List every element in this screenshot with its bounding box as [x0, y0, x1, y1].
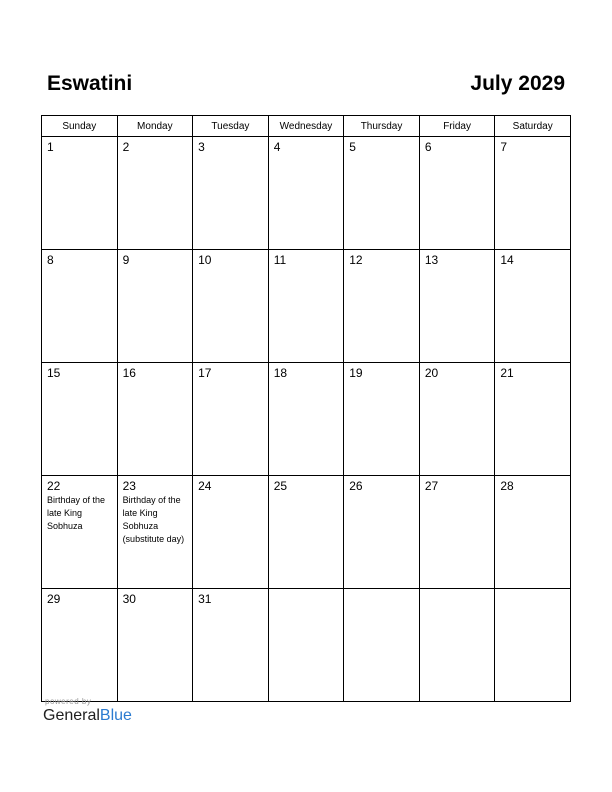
weekday-header: Friday	[419, 116, 495, 137]
day-cell	[42, 137, 118, 250]
day-number: 31	[198, 592, 212, 606]
day-number: 23	[122, 479, 136, 493]
day-number: 18	[273, 366, 288, 380]
day-number: 19	[349, 366, 363, 380]
day-number: 25	[273, 479, 288, 493]
day-number: 4	[273, 140, 281, 154]
day-cell	[344, 589, 420, 702]
day-number: 27	[424, 479, 439, 493]
country-title: Eswatini	[47, 72, 133, 95]
brand-blue: Blue	[99, 707, 132, 724]
day-cell	[344, 476, 420, 589]
day-number: 29	[47, 592, 61, 606]
day-cell	[268, 250, 344, 363]
day-number: 28	[500, 479, 514, 493]
day-number: 5	[349, 140, 356, 154]
day-number: 21	[500, 366, 514, 380]
day-number: 8	[47, 253, 54, 267]
week-row	[42, 363, 571, 476]
day-cell	[268, 589, 344, 702]
day-cell	[419, 589, 495, 702]
day-number: 2	[122, 140, 130, 154]
day-cell	[344, 363, 420, 476]
day-cell	[193, 250, 269, 363]
day-cell	[344, 250, 420, 363]
day-cell	[117, 476, 193, 589]
day-number: 9	[122, 253, 130, 267]
powered-by-text: powered by	[45, 697, 92, 706]
weekday-header: Tuesday	[193, 116, 269, 137]
day-cell	[419, 363, 495, 476]
day-cell	[42, 363, 118, 476]
day-cell	[42, 476, 118, 589]
week-row	[42, 476, 571, 589]
day-number: 11	[273, 253, 287, 267]
day-number: 14	[500, 253, 514, 267]
day-cell	[117, 363, 193, 476]
day-cell	[42, 589, 118, 702]
day-number: 26	[349, 479, 363, 493]
day-number: 3	[198, 140, 205, 154]
day-number: 30	[122, 592, 136, 606]
day-number: 17	[198, 366, 212, 380]
day-cell	[419, 250, 495, 363]
day-cell	[117, 250, 193, 363]
day-number: 22	[47, 479, 61, 493]
day-number: 24	[198, 479, 212, 493]
day-cell	[193, 137, 269, 250]
calendar-grid	[41, 115, 571, 702]
day-number: 15	[47, 366, 61, 380]
day-number: 7	[500, 140, 508, 154]
day-number: 13	[424, 253, 439, 267]
calendar-header	[47, 72, 565, 98]
footer-branding	[43, 697, 132, 725]
day-cell	[268, 363, 344, 476]
day-number: 16	[122, 366, 136, 380]
holiday-label: Birthday of the late King Sobhuza	[47, 495, 106, 531]
day-cell	[268, 476, 344, 589]
weekday-header: Thursday	[344, 116, 420, 137]
day-number: 6	[424, 140, 432, 154]
weekday-header: Monday	[117, 116, 193, 137]
day-cell	[495, 363, 571, 476]
day-number: 10	[198, 253, 212, 267]
day-cell	[193, 363, 269, 476]
day-cell	[419, 137, 495, 250]
day-number: 12	[349, 253, 363, 267]
day-cell	[495, 476, 571, 589]
day-cell	[193, 476, 269, 589]
day-cell	[495, 137, 571, 250]
day-cell	[117, 137, 193, 250]
week-row	[42, 137, 571, 250]
day-cell	[268, 137, 344, 250]
brand-general: General	[43, 707, 100, 724]
weekday-header-row	[42, 116, 571, 137]
week-row	[42, 250, 571, 363]
holiday-label: Birthday of the late King Sobhuza (substitute day)	[122, 495, 185, 544]
day-cell	[495, 250, 571, 363]
generalblue-logo[interactable]	[43, 707, 132, 725]
day-cell	[117, 589, 193, 702]
weekday-header: Sunday	[42, 116, 118, 137]
day-cell	[42, 250, 118, 363]
day-cell	[193, 589, 269, 702]
day-cell	[419, 476, 495, 589]
weekday-header: Saturday	[495, 116, 571, 137]
week-row	[42, 589, 571, 702]
month-year-title: July 2029	[470, 72, 565, 95]
day-number: 20	[424, 366, 439, 380]
day-number: 1	[47, 140, 54, 154]
weekday-header: Wednesday	[268, 116, 344, 137]
day-cell	[495, 589, 571, 702]
day-cell	[344, 137, 420, 250]
